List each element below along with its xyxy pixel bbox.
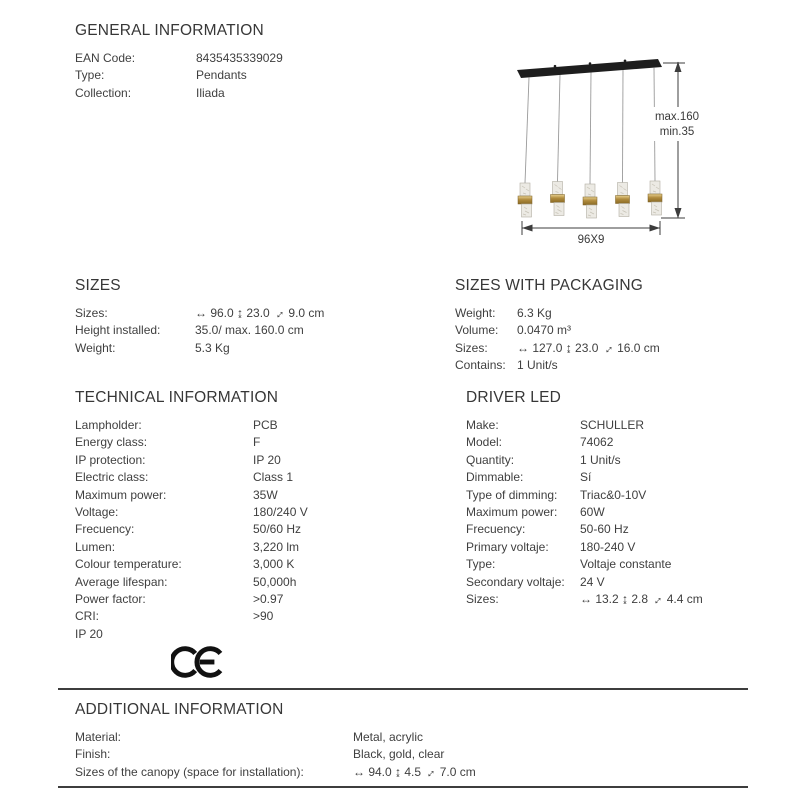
section-sizes-with-packaging (455, 277, 755, 375)
spec-row (466, 521, 766, 538)
spec-value: 35.0/ max. 160.0 cm (195, 323, 304, 338)
spec-label: Make: (466, 418, 499, 432)
product-dimension-drawing (485, 45, 745, 260)
canopy-nub (624, 60, 627, 63)
general-rows (75, 50, 455, 102)
spec-label: EAN Code: (75, 51, 136, 65)
spec-value: Black, gold, clear (353, 747, 445, 762)
spec-label: Weight: (75, 340, 116, 355)
width-arrow-icon: ↔ (195, 306, 207, 320)
section-general-information (75, 22, 455, 102)
spec-value: Triac&0-10V (580, 487, 647, 502)
spec-row (75, 521, 455, 538)
width-arrow-icon: ↔ (517, 340, 529, 355)
spec-row (75, 340, 445, 357)
section-title-additional: ADDITIONAL INFORMATION (75, 701, 284, 718)
width-dimension-label: 96X9 (577, 234, 605, 246)
spec-row (455, 357, 755, 374)
spec-label: Weight: (455, 306, 496, 320)
spec-row (75, 608, 455, 625)
spec-row (75, 469, 455, 486)
spec-value: ↔ 96.0 ↨ 23.0 ↔ 9.0 cm (195, 304, 325, 323)
spec-label: Primary voltaje: (466, 539, 549, 554)
spec-row (75, 591, 455, 608)
ce-mark-icon (171, 641, 227, 683)
spec-value: IP 20 (253, 452, 281, 467)
pendant-lamp (616, 183, 630, 217)
spec-value: PCB (253, 418, 278, 432)
spec-label: Voltage: (75, 505, 119, 520)
spec-value: 60W (580, 505, 605, 520)
section-driver-led (466, 389, 766, 608)
spec-value: 0.0470 m³ (517, 323, 572, 338)
spec-row (466, 452, 766, 469)
depth-arrow-icon: ↔ (420, 762, 440, 782)
width-arrow-icon: ↔ (353, 764, 365, 779)
canopy-bar (517, 59, 662, 78)
spec-label: Lampholder: (75, 418, 142, 432)
spec-value: 1 Unit/s (517, 358, 558, 373)
spec-value: 50/60 Hz (253, 522, 302, 537)
spec-row (75, 746, 755, 763)
section-title-general: GENERAL INFORMATION (75, 22, 264, 39)
spec-value: 6.3 Kg (517, 306, 552, 320)
spec-row (75, 67, 455, 84)
spec-label: Power factor: (75, 592, 146, 607)
spec-value: 24 V (580, 574, 605, 589)
spec-label: Material: (75, 730, 122, 744)
depth-arrow-icon: ↔ (647, 590, 667, 609)
divider-top (58, 688, 748, 690)
technical-rows (75, 417, 455, 643)
spec-value: >0.97 (253, 592, 284, 607)
spec-label: Collection: (75, 85, 132, 100)
spec-label: Type: (75, 68, 105, 83)
spec-label: IP protection: (75, 452, 146, 467)
spec-value: SCHULLER (580, 418, 645, 432)
spec-value: 50-60 Hz (580, 522, 629, 537)
spec-label: Dimmable: (466, 470, 524, 485)
spec-value: 35W (253, 487, 278, 502)
section-technical-information (75, 389, 455, 643)
spec-label: Colour temperature: (75, 557, 182, 572)
spec-label: Type of dimming: (466, 487, 558, 502)
spec-value: >90 (253, 609, 274, 624)
spec-label: Maximum power: (466, 505, 558, 520)
additional-rows (75, 729, 755, 781)
spec-value: 74062 (580, 435, 614, 450)
spec-value: 1 Unit/s (580, 452, 621, 467)
spec-row (466, 487, 766, 504)
spec-row (466, 469, 766, 486)
section-title-packaging: SIZES WITH PACKAGING (455, 277, 644, 294)
spec-row (75, 50, 455, 67)
arrowhead-left (522, 225, 533, 232)
spec-row (75, 539, 455, 556)
spec-row (466, 591, 766, 608)
spec-value: Pendants (196, 68, 247, 83)
spec-value: 5.3 Kg (195, 340, 230, 355)
spec-label: Lumen: (75, 539, 116, 554)
spec-value: 50,000h (253, 574, 297, 589)
spec-value: 8435435339029 (196, 51, 283, 65)
spec-row (75, 556, 455, 573)
spec-label: IP 20 (75, 626, 103, 641)
spec-row (466, 434, 766, 451)
spec-label: Secondary voltaje: (466, 574, 565, 589)
spec-value: Sí (580, 470, 592, 485)
spec-row (75, 626, 455, 643)
spec-value: Class 1 (253, 470, 294, 485)
spec-value: ↔ 13.2 ↨ 2.8 ↔ 4.4 cm (580, 590, 703, 609)
spec-row (75, 305, 445, 322)
spec-label: Sizes of the canopy (space for installation): (75, 764, 304, 779)
spec-value: ↔ 127.0 ↨ 23.0 ↔ 16.0 cm (517, 338, 660, 358)
pendant-lamp (518, 183, 532, 217)
spec-row (75, 764, 755, 781)
canopy-nub (589, 62, 592, 65)
divider-bottom (58, 786, 748, 788)
spec-label: Finish: (75, 747, 111, 762)
spec-value: F (253, 435, 261, 450)
spec-label: Volume: (455, 323, 499, 338)
section-title-sizes: SIZES (75, 277, 121, 294)
width-dimension-line (522, 221, 660, 235)
height-arrow-icon: ↨ (565, 340, 572, 355)
spec-value: ↔ 94.0 ↨ 4.5 ↔ 7.0 cm (353, 762, 476, 782)
height-dimension-label-min: min.35 (659, 126, 695, 138)
spec-row (466, 556, 766, 573)
spec-row (455, 322, 755, 339)
spec-label: Frecuency: (466, 522, 526, 537)
spec-row (466, 539, 766, 556)
arrowhead-right (650, 225, 661, 232)
driver-rows (466, 417, 766, 608)
spec-row (455, 305, 755, 322)
spec-value: 3,220 lm (253, 539, 300, 554)
arrowhead-down (675, 208, 682, 219)
spec-row (75, 434, 455, 451)
spec-row (75, 487, 455, 504)
canopy-nub (554, 65, 557, 68)
spec-row (75, 504, 455, 521)
spec-value: Metal, acrylic (353, 730, 424, 744)
spec-label: Model: (466, 435, 503, 450)
spec-value: 3,000 K (253, 557, 295, 572)
spec-row (75, 452, 455, 469)
spec-row (466, 574, 766, 591)
section-sizes (75, 277, 445, 357)
section-title-technical: TECHNICAL INFORMATION (75, 389, 279, 406)
depth-arrow-icon: ↔ (598, 338, 617, 358)
spec-value: Voltaje constante (580, 557, 672, 572)
pendant-lamp (648, 181, 662, 215)
spec-value: 180/240 V (253, 505, 308, 520)
pendant-wires (525, 68, 655, 184)
spec-label: Sizes: (455, 340, 488, 355)
height-arrow-icon: ↨ (395, 764, 402, 779)
spec-label: Contains: (455, 358, 506, 373)
depth-arrow-icon: ↔ (269, 304, 288, 323)
spec-label: Maximum power: (75, 487, 167, 502)
section-additional-information (75, 701, 755, 781)
spec-row (466, 417, 766, 434)
spec-label: Sizes: (75, 306, 108, 320)
packaging-rows (455, 305, 755, 375)
pendant-lamp (551, 182, 565, 216)
spec-label: Type: (466, 557, 496, 572)
height-dimension-label-max: max.160 (654, 111, 700, 123)
spec-row (466, 504, 766, 521)
spec-row (455, 340, 755, 357)
spec-label: Electric class: (75, 470, 149, 485)
spec-row (75, 85, 455, 102)
spec-row (75, 322, 445, 339)
spec-label: Height installed: (75, 323, 161, 338)
spec-row (75, 417, 455, 434)
spec-label: Frecuency: (75, 522, 135, 537)
height-arrow-icon: ↨ (622, 592, 629, 607)
spec-row (75, 729, 755, 746)
spec-value: 180-240 V (580, 539, 636, 554)
spec-label: Average lifespan: (75, 574, 168, 589)
spec-label: CRI: (75, 609, 99, 624)
height-arrow-icon: ↨ (237, 306, 244, 320)
spec-row (75, 574, 455, 591)
spec-label: Energy class: (75, 435, 148, 450)
pendant-lamp (583, 184, 597, 218)
spec-label: Sizes: (466, 592, 499, 607)
spec-label: Quantity: (466, 452, 515, 467)
spec-value: Iliada (196, 85, 225, 100)
width-arrow-icon: ↔ (580, 592, 592, 607)
section-title-driver: DRIVER LED (466, 389, 562, 406)
sizes-rows (75, 305, 445, 357)
